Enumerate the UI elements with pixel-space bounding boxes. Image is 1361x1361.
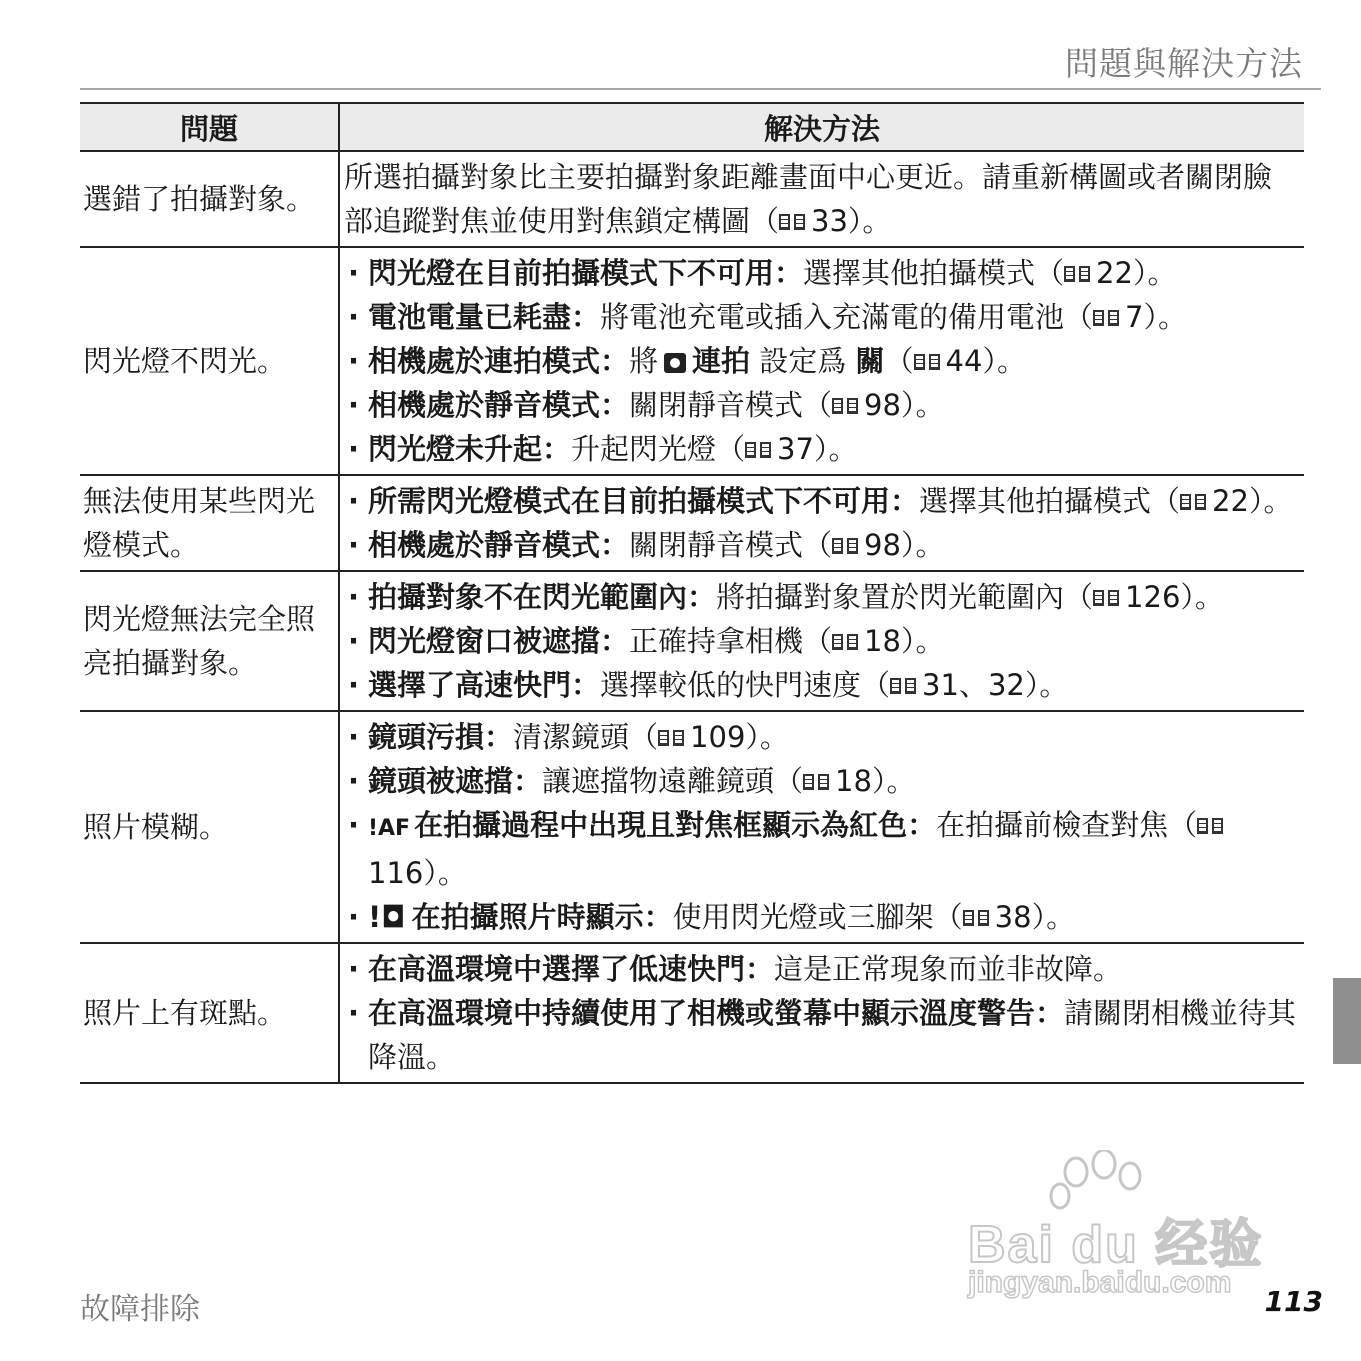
list-item (344, 523, 1300, 567)
text-end: ）。 (847, 204, 892, 238)
separator: ： (600, 344, 630, 378)
cause-label: 拍攝對象不在閃光範圍內 (368, 580, 688, 614)
page-ref: 116 (368, 856, 424, 890)
text-end: ）。 (982, 344, 1026, 378)
separator: ： (513, 764, 543, 798)
separator: ： (542, 432, 572, 466)
book-reference-icon (1093, 310, 1119, 328)
column-header-solution: 解決方法 (339, 103, 1304, 151)
table-row (80, 571, 1304, 711)
book-reference-icon (745, 442, 771, 460)
cause-label: 鏡頭被遮擋 (368, 764, 514, 798)
separator: ： (600, 388, 630, 422)
page-ref: 98 (864, 528, 901, 562)
cause-label: 電池電量已耗盡 (368, 300, 572, 334)
solution-text: 讓遮擋物遠離鏡頭（ (542, 764, 804, 798)
book-reference-icon (832, 538, 858, 556)
section-side-tab (1333, 978, 1361, 1064)
cause-label: 在拍攝照片時顯示 (411, 900, 644, 934)
book-reference-icon (803, 774, 829, 792)
list-item (344, 715, 1300, 759)
text-end: ）。 (900, 528, 945, 562)
book-reference-icon (890, 678, 916, 696)
book-reference-icon (832, 398, 858, 416)
text-end: ）。 (1143, 300, 1188, 334)
book-reference-icon (779, 214, 805, 232)
text-end: ）。 (1180, 580, 1224, 614)
book-reference-icon (1093, 590, 1119, 608)
solution-cell (339, 247, 1304, 475)
cause-label: 閃光燈在目前拍攝模式下不可用 (368, 256, 775, 290)
page-ref: 109 (690, 720, 746, 754)
table-row (80, 943, 1304, 1083)
footer-section-title: 故障排除 (80, 1292, 200, 1327)
solution-text: 使用閃光燈或三腳架（ (672, 900, 963, 934)
page-ref: 38 (994, 900, 1032, 934)
solution-text: 選擇其他拍攝模式（ (803, 256, 1065, 290)
solution-list (344, 479, 1300, 567)
list-item (344, 383, 1300, 427)
separator: ： (745, 952, 775, 986)
separator: ： (600, 528, 630, 562)
watermark-brand: Bai du 经验 (968, 1216, 1264, 1274)
solution-text: 將 (629, 344, 659, 378)
solution-text: 關閉靜音模式（ (629, 388, 833, 422)
page-ref: 37 (777, 432, 814, 466)
list-item (344, 479, 1300, 523)
page-ref: 7 (1125, 300, 1144, 334)
cause-label: 選擇了高速快門 (368, 668, 572, 702)
solution-list (344, 575, 1300, 707)
solution-text: 請關閉相機並待其降溫。 (368, 996, 1297, 1074)
book-reference-icon (914, 354, 940, 372)
solution-list (344, 947, 1300, 1079)
text-end: ）。 (1248, 484, 1293, 518)
solution-cell (339, 151, 1304, 247)
solution-text: 所選拍攝對象比主要拍攝對象距離畫面中心更近。請重新構圖或者關閉臉部追蹤對焦並使用對焦鎖定構圖（ (344, 160, 1273, 238)
page-ref: 22 (1096, 256, 1133, 290)
page-number: 113 (1264, 1285, 1323, 1318)
cause-label: 閃光燈窗口被遮擋 (368, 624, 601, 658)
solution-cell (339, 475, 1304, 571)
solution-text: 將拍攝對象置於閃光範圍內（ (716, 580, 1094, 614)
text-end: ）。 (423, 856, 467, 890)
list-item (344, 947, 1300, 991)
problem-cell: 閃光燈不閃光。 (80, 247, 339, 475)
text-end: ）。 (1132, 256, 1177, 290)
table-row (80, 151, 1304, 247)
text-end: ）。 (900, 388, 945, 422)
cause-label: 相機處於連拍模式 (368, 344, 601, 378)
solution-text: 清潔鏡頭（ (513, 720, 659, 754)
page-ref: 18 (864, 624, 901, 658)
cause-label: 在高溫環境中選擇了低速快門 (368, 952, 746, 986)
column-header-problem: 問題 (80, 103, 339, 151)
menu-item-label: 連拍 (692, 344, 751, 378)
text-end: ）。 (900, 624, 945, 658)
solution-cell (339, 571, 1304, 711)
text-end: ）。 (871, 764, 916, 798)
text-end: ）。 (1024, 668, 1069, 702)
watermark-url: jingyan.baidu.com (968, 1266, 1232, 1299)
page-ref: 98 (864, 388, 901, 422)
cause-label: 相機處於靜音模式 (368, 528, 601, 562)
cause-label: 在高溫環境中持續使用了相機或螢幕中顯示溫度警告 (368, 996, 1036, 1030)
list-item (344, 575, 1300, 619)
cause-label: 閃光燈未升起 (368, 432, 543, 466)
separator: ： (571, 668, 601, 702)
list-item (344, 895, 1300, 939)
separator: ： (687, 580, 717, 614)
troubleshooting-table (80, 102, 1304, 1084)
book-reference-icon (1197, 818, 1223, 836)
page-ref: 31、32 (922, 668, 1025, 702)
separator: ： (1035, 996, 1065, 1030)
book-reference-icon (963, 910, 989, 928)
camera-shake-warning-icon: !◘ (368, 900, 406, 934)
page-ref: 18 (835, 764, 872, 798)
book-reference-icon (1064, 266, 1090, 284)
list-item (344, 991, 1300, 1079)
cause-label: 在拍攝過程中出現且對焦框顯示為紅色 (414, 808, 908, 842)
page-ref: 33 (811, 204, 848, 238)
separator: ： (907, 808, 937, 842)
solution-cell (339, 711, 1304, 943)
problem-cell: 照片模糊。 (80, 711, 339, 943)
page-ref: 44 (945, 344, 983, 378)
list-item (344, 295, 1300, 339)
text-end: ）。 (1031, 900, 1076, 934)
problem-cell: 照片上有斑點。 (80, 943, 339, 1083)
page-ref: 22 (1212, 484, 1249, 518)
solution-text: 在拍攝前檢查對焦（ (936, 808, 1198, 842)
separator: ： (890, 484, 920, 518)
solution-text: 正確持拿相機（ (629, 624, 833, 658)
solution-text: 這是正常現象而並非故障。 (774, 952, 1123, 986)
text-end: ）。 (745, 720, 789, 754)
separator: ： (600, 624, 630, 658)
separator: ： (643, 900, 673, 934)
focus-warning-icon: !AF (368, 816, 411, 841)
list-item (344, 759, 1300, 803)
separator: ： (484, 720, 514, 754)
list-item (344, 251, 1300, 295)
text-end: ）。 (813, 432, 858, 466)
problem-cell: 閃光燈無法完全照亮拍攝對象。 (80, 571, 339, 711)
watermark (968, 1150, 1288, 1310)
book-reference-icon (658, 730, 684, 748)
menu-value: 關 (855, 344, 885, 378)
page-header-title: 問題與解決方法 (1065, 44, 1303, 83)
separator: ： (774, 256, 804, 290)
solution-text: 選擇較低的快門速度（ (600, 668, 891, 702)
separator: ： (571, 300, 601, 334)
header-rule (80, 88, 1321, 90)
list-item (344, 427, 1300, 471)
solution-cell (339, 943, 1304, 1083)
camera-icon (664, 353, 686, 373)
table-row (80, 711, 1304, 943)
problem-cell: 選錯了拍攝對象。 (80, 151, 339, 247)
solution-text: 關閉靜音模式（ (629, 528, 833, 562)
table-row (80, 475, 1304, 571)
table-row (80, 247, 1304, 475)
list-item (344, 339, 1300, 383)
list-item (344, 663, 1300, 707)
cause-label: 相機處於靜音模式 (368, 388, 601, 422)
solution-text: （ (884, 344, 914, 378)
solution-text: 選擇其他拍攝模式（ (919, 484, 1181, 518)
list-item (344, 803, 1300, 895)
solution-text: 升起閃光燈（ (571, 432, 746, 466)
cause-label: 所需閃光燈模式在目前拍攝模式下不可用 (368, 484, 891, 518)
book-reference-icon (1180, 494, 1206, 512)
cause-label: 鏡頭污損 (368, 720, 485, 754)
solution-list (344, 715, 1300, 939)
page-ref: 126 (1125, 580, 1181, 614)
list-item (344, 619, 1300, 663)
solution-text: 將電池充電或插入充滿電的備用電池（ (600, 300, 1094, 334)
solution-text: 設定爲 (759, 344, 847, 378)
problem-cell: 無法使用某些閃光燈模式。 (80, 475, 339, 571)
book-reference-icon (832, 634, 858, 652)
table-header-row (80, 103, 1304, 151)
solution-list (344, 251, 1300, 471)
